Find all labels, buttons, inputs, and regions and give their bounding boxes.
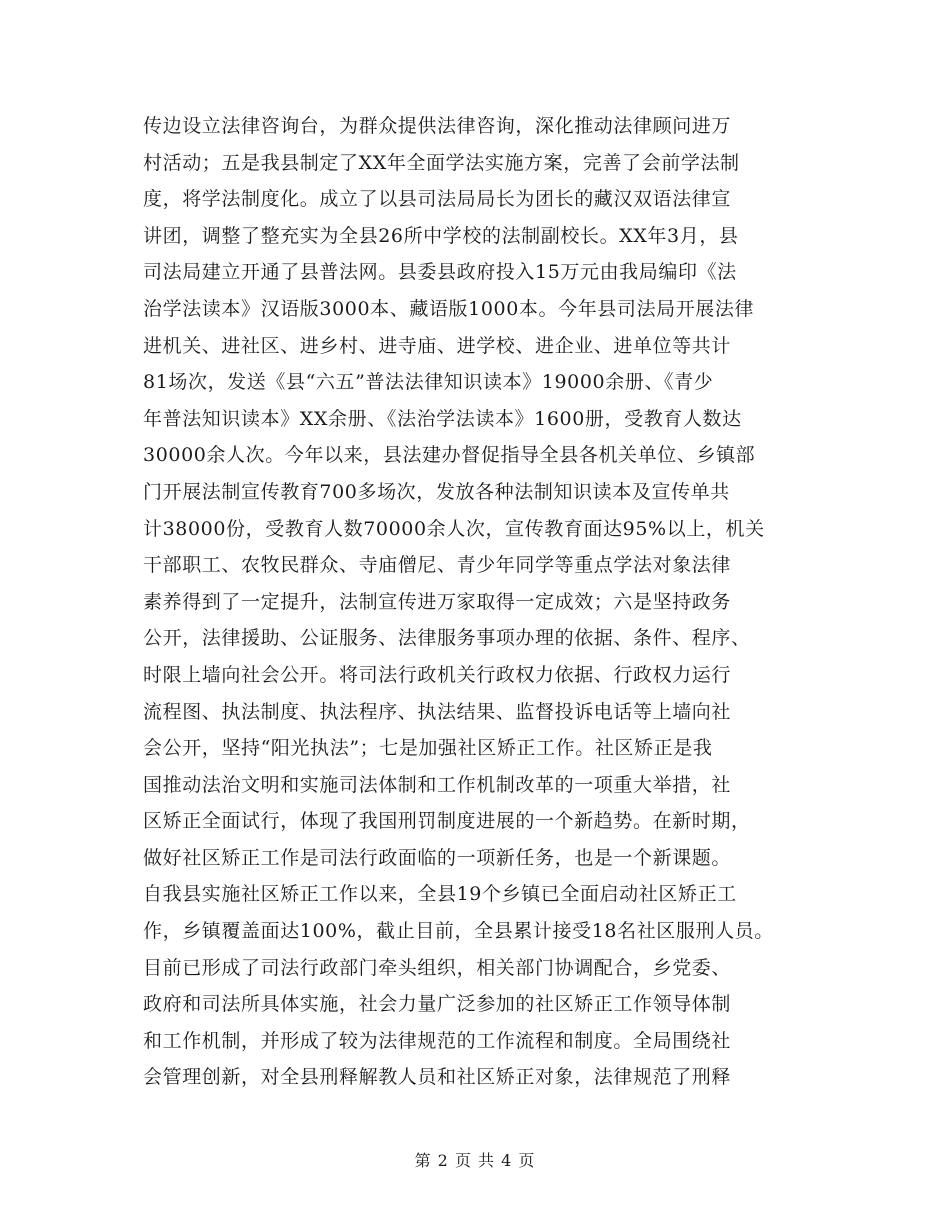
text-line: 做好社区矫正工作是司法行政面临的一项新任务，也是一个新课题。 [143,846,732,869]
text-line: 会管理创新，对全县刑释解教人员和社区矫正对象，法律规范了刑释 [143,1066,732,1089]
text-line: 区矫正全面试行，体现了我国刑罚制度进展的一个新趋势。在新时期， [143,810,751,833]
text-line: 目前已形成了司法行政部门牵头组织，相关部门协调配合，乡党委、 [143,956,732,979]
text-line: 和工作机制，并形成了较为法律规范的工作流程和制度。全局围绕社 [143,1029,732,1052]
text-line: 计38000份，受教育人数70000余人次，宣传教育面达95%以上，机关 [143,517,765,540]
text-line: 治学法读本》汉语版3000本、藏语版1000本。今年县司法局开展法律 [143,297,755,320]
text-line: 门开展法制宣传教育700多场次，发放各种法制知识读本及宣传单共 [143,480,730,503]
text-line: 干部职工、农牧民群众、寺庙僧尼、青少年同学等重点学法对象法律 [143,554,732,577]
text-line: 作，乡镇覆盖面达100%，截止目前，全县累计接受18名社区服刑人员。 [143,920,774,943]
text-line: 讲团，调整了整充实为全县26所中学校的法制副校长。XX年3月，县 [143,224,739,247]
text-line: 传边设立法律咨询台，为群众提供法律咨询，深化推动法律顾问进万 [143,115,732,137]
body-text [143,108,823,1096]
text-line: 国推动法治文明和实施司法体制和工作机制改革的一项重大举措，社 [143,773,732,796]
text-line: 村活动；五是我县制定了XX年全面学法实施方案，完善了会前学法制 [143,151,740,174]
text-line: 时限上墙向社会公开。将司法行政机关行政权力依据、行政权力运行 [143,663,732,686]
text-line: 81场次，发送《县“六五”普法法律知识读本》19000余册、《青少 [143,371,714,394]
text-line: 公开，法律援助、公证服务、法律服务事项办理的依据、条件、程序、 [143,627,751,650]
text-line: 进机关、进社区、进乡村、进寺庙、进学校、进企业、进单位等共计 [143,334,732,357]
text-line: 政府和司法所具体实施，社会力量广泛参加的社区矫正工作领导体制 [143,993,732,1016]
text-line: 度，将学法制度化。成立了以县司法局局长为团长的藏汉双语法律宣 [143,188,732,211]
text-line: 年普法知识读本》XX余册、《法治学法读本》1600册，受教育人数达 [143,407,742,430]
page-number-footer: 第 2 页 共 4 页 [414,1151,536,1170]
text-line: 30000余人次。今年以来，县法建办督促指导全县各机关单位、乡镇部 [143,444,756,467]
text-line: 会公开，坚持“阳光执法”；七是加强社区矫正工作。社区矫正是我 [143,737,713,760]
text-line: 流程图、执法制度、执法程序、执法结果、监督投诉电话等上墙向社 [143,700,732,723]
text-line: 司法局建立开通了县普法网。县委县政府投入15万元由我局编印《法 [143,261,737,284]
text-line: 素养得到了一定提升，法制宣传进万家取得一定成效；六是坚持政务 [143,590,732,613]
text-line: 自我县实施社区矫正工作以来，全县19个乡镇已全面启动社区矫正工 [143,883,737,906]
